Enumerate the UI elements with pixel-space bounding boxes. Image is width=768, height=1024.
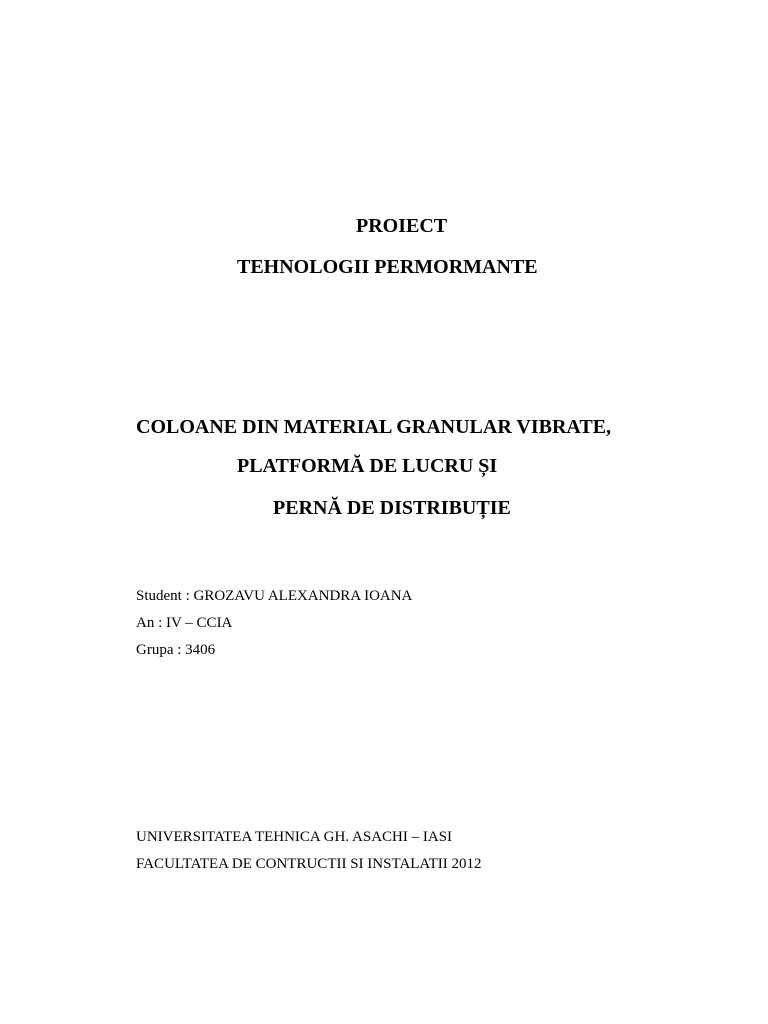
topic-line-3: PERNĂ DE DISTRIBUȚIE [273,497,511,519]
faculty-name: FACULTATEA DE CONTRUCTII SI INSTALATII 2012 [136,856,482,872]
student-group: Grupa : 3406 [136,642,216,658]
student-year: An : IV – CCIA [136,615,233,631]
university-name: UNIVERSITATEA TEHNICA GH. ASACHI – IASI [136,829,453,845]
topic-line-2: PLATFORMĂ DE LUCRU ȘI [237,455,498,477]
course-title: TEHNOLOGII PERMORMANTE [237,256,538,278]
project-label: PROIECT [356,215,448,237]
topic-line-1: COLOANE DIN MATERIAL GRANULAR VIBRATE, [136,416,612,438]
student-name: Student : GROZAVU ALEXANDRA IOANA [136,588,413,604]
